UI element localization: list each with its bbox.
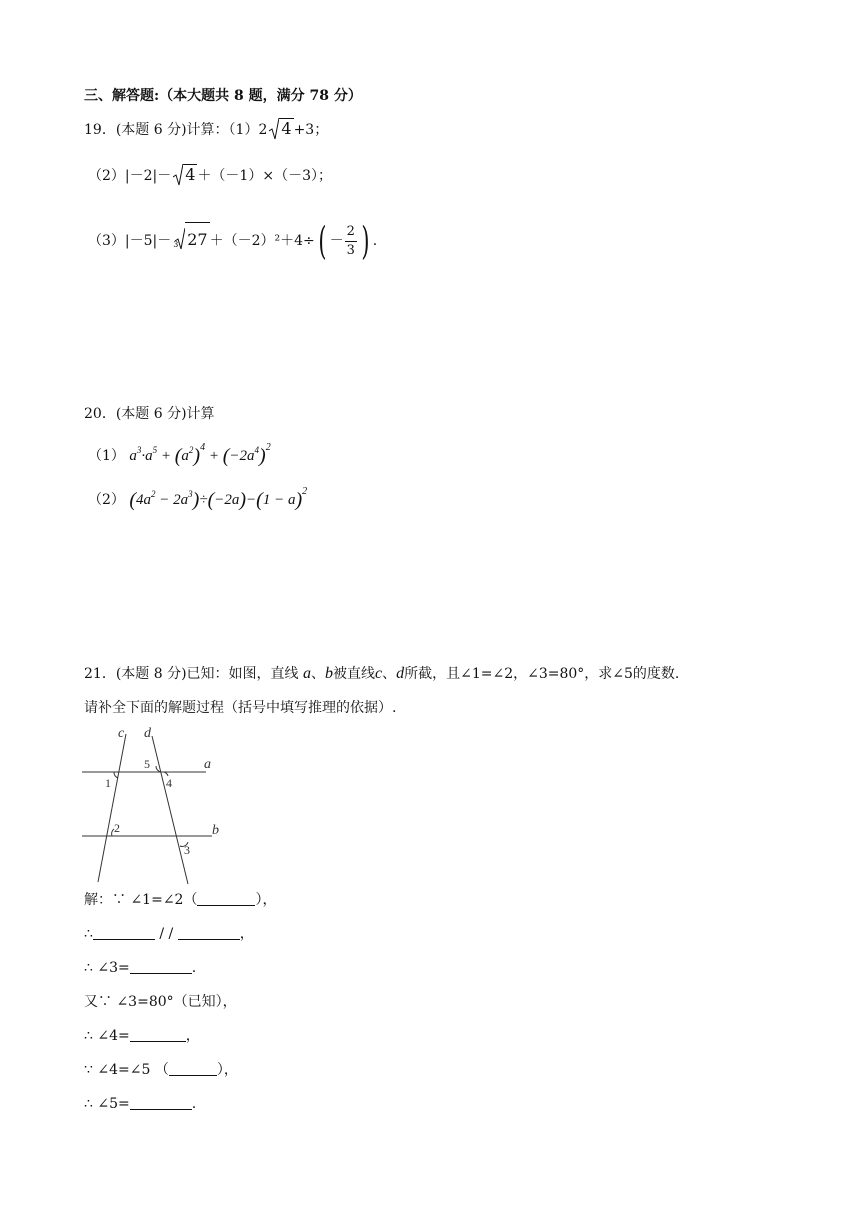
q20-part2 (88, 488, 307, 512)
step6-blank[interactable] (169, 1063, 217, 1076)
q19-p1-tail: +3； (293, 122, 329, 138)
figure-label-d: d (144, 726, 151, 741)
q19-p3-fraction (345, 223, 357, 260)
q21-line-a: a (303, 665, 311, 682)
q19-p2-tail: ＋（－1）×（－3）； (197, 168, 332, 184)
q21-instruction: 请补全下面的解题过程（括号中填写推理的依据）. (84, 700, 397, 716)
step6-post: ）， (216, 1062, 238, 1078)
q20-p1-label: （1） (88, 448, 125, 464)
step2-pre: ∴ (84, 926, 93, 942)
step2-blank-left[interactable] (93, 927, 155, 940)
q19-p2-sqrt (173, 164, 197, 186)
q21-step-4 (84, 992, 237, 1012)
q19-p1-radicand: 4 (281, 119, 292, 138)
step2-mid: / / (159, 926, 174, 942)
q19-p3-index: 3 (173, 240, 179, 249)
step7-post: . (191, 1096, 197, 1112)
step5-blank[interactable] (130, 1029, 186, 1042)
q21-line-d: d (396, 665, 405, 682)
q19-p3-mid: ＋（－2）²＋4÷ (209, 233, 315, 249)
figure-label-4: 4 (166, 776, 172, 790)
q19-line1 (84, 118, 328, 140)
q19-p3-minus: － (329, 233, 344, 249)
q21-step-5 (84, 1026, 200, 1046)
q21-figure (80, 724, 230, 888)
q21-sep2: 、 (382, 666, 397, 682)
q19-p2-prefix: （2）|－2|－ (88, 168, 172, 184)
step5-post: ， (185, 1028, 200, 1044)
step3-blank[interactable] (130, 961, 192, 974)
q19-p3-prefix: （3）|－5|－ (88, 233, 172, 249)
q19-header: 19．(本题 6 分)计算：（1）2 (84, 122, 268, 138)
step2-blank-right[interactable] (178, 927, 240, 940)
step2-post: ， (239, 926, 254, 942)
q19-p3-lparen: ( (318, 219, 327, 263)
q21-step-1 (84, 890, 276, 910)
q21-line-b: b (325, 665, 333, 682)
step7-blank[interactable] (130, 1097, 192, 1110)
q19-p3-denominator: 3 (346, 242, 355, 258)
step3-pre: ∴ ∠3= (84, 960, 130, 976)
step5-pre: ∴ ∠4= (84, 1028, 130, 1044)
q20-header: 20．(本题 6 分)计算 (84, 406, 215, 422)
step6-pre: ∵ ∠4=∠5 （ (84, 1062, 169, 1078)
q21-header-b: 被直线 (333, 666, 375, 682)
section-title: 三、解答题:（本大题共 8 题，满分 78 分） (84, 88, 362, 104)
q21-step-2 (84, 924, 254, 944)
figure-label-3: 3 (184, 843, 190, 857)
step1-post: ）， (255, 892, 277, 908)
figure-label-c: c (118, 726, 125, 741)
step1-blank[interactable] (197, 893, 255, 906)
q19-p3-end: . (372, 233, 378, 249)
q20-p1-expr: $a^3\cdot a^5 + (a^2)^4 + (-2a^4)^2$ (129, 442, 271, 467)
q21-sep1: 、 (311, 666, 325, 682)
figure-label-2: 2 (114, 821, 120, 835)
q20-p2-expr: $(4a^2 - 2a^3)\div(-2a)-(1 - a)^2$ (129, 486, 308, 511)
q21-step-7 (84, 1094, 196, 1114)
step1-pre: 解：∵ ∠1=∠2（ (84, 892, 198, 908)
q21-header (84, 664, 679, 684)
q19-p3-radicand: 27 (185, 222, 209, 257)
q21-header-a: 21．(本题 8 分)已知：如图，直线 (84, 666, 299, 682)
q19-p3-cbrt (173, 222, 209, 258)
q19-p3-numerator: 2 (345, 223, 357, 242)
figure-line-d (152, 736, 188, 884)
figure-label-a: a (204, 757, 211, 772)
step3-post: . (191, 960, 197, 976)
q19-p2-radicand: 4 (185, 165, 196, 184)
q21-step-3 (84, 958, 196, 978)
step7-pre: ∴ ∠5= (84, 1096, 130, 1112)
q21-step-6 (84, 1060, 238, 1080)
q19-p3-rparen: ) (361, 219, 370, 263)
figure-label-1: 1 (105, 776, 111, 790)
q20-p2-label: （2） (88, 492, 125, 508)
q21-header-c: 所截，且∠1=∠2，∠3=80°，求∠5的度数. (404, 666, 680, 682)
q21-line-c: c (375, 665, 383, 682)
q20-part1 (88, 444, 271, 468)
figure-label-5: 5 (144, 757, 150, 771)
q19-p1-sqrt (269, 118, 293, 140)
q19-line2 (88, 164, 332, 186)
step4-pre: 又∵ ∠3=80°（已知）， (84, 994, 237, 1010)
figure-line-c (98, 734, 126, 882)
q19-line3 (88, 219, 378, 263)
figure-label-b: b (212, 823, 219, 838)
